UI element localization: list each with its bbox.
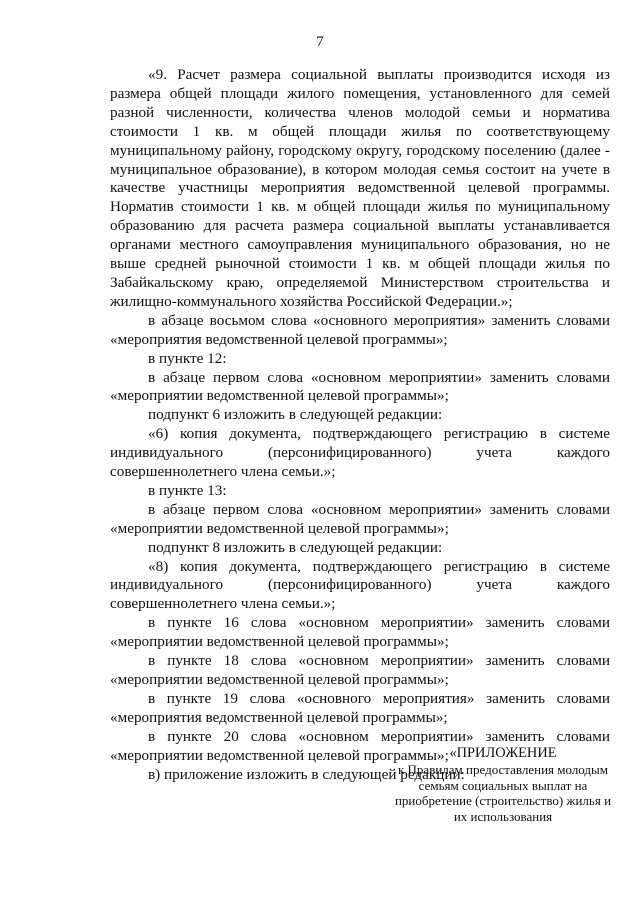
- appendix-line: к Правилам предоставления молодым: [397, 762, 609, 777]
- page-number: 7: [316, 34, 324, 50]
- paragraph-amend-20: в пункте 20 слова «основном мероприятии» заменить словами «мероприятии ведомственной целевой программы»;: [110, 727, 610, 764]
- paragraph-amend-13-abzac-1: в абзаце первом слова «основном мероприятии» заменить словами «мероприятии ведомственной целевой программы»;: [110, 500, 610, 537]
- appendix-heading: [380, 745, 626, 824]
- appendix-line: семьям социальных выплат на: [418, 777, 588, 793]
- appendix-line: приобретение (строительство) жилья и: [394, 793, 612, 809]
- appendix-title: «ПРИЛОЖЕНИЕ: [449, 745, 557, 761]
- paragraph-amend-abzac-8: в абзаце восьмом слова «основного мероприятия» заменить словами «мероприятия ведомственной целевой программы»;: [110, 311, 610, 348]
- paragraph-amend-12-abzac-1: в абзаце первом слова «основном мероприятии» заменить словами «мероприятии ведомственной целевой программы»;: [110, 368, 610, 405]
- paragraph-subpunkt-8-text: «8) копия документа, подтверждающего регистрацию в системе индивидуального (персонифицированного) учета каждого совершеннолетнего члена семьи.»;: [110, 557, 610, 613]
- document-body: [110, 66, 610, 784]
- paragraph-9: «9. Расчет размера социальной выплаты производится исходя из размера общей площади жилого помещения, установленного для семей разной численности, количества членов молодой семьи и норматива стоимости 1 кв. м общей площади жилья по соответствующему муниципальному району, городскому округу, городскому поселению (далее - муниципальное образование), в котором молодая семья состоит на учете в качестве участницы мероприятия ведомственной целевой программы. Норматив стоимости 1 кв. м общей площади жилья по муниципальному образованию для расчета размера социальной выплаты устанавливается органами местного самоуправления муниципального образования, но не выше средней рыночной стоимости 1 кв. м общей площади жилья по Забайкальскому краю, определяемой Министерством строительства и жилищно-коммунального хозяйства Российской Федерации.»;: [110, 66, 610, 310]
- paragraph-punkt-12: в пункте 12:: [148, 349, 227, 367]
- paragraph-subpunkt-8-intro: подпункт 8 изложить в следующей редакции:: [148, 538, 443, 556]
- paragraph-subpunkt-6-intro: подпункт 6 изложить в следующей редакции:: [148, 406, 443, 424]
- paragraph-subpunkt-6-text: «6) копия документа, подтверждающего регистрацию в системе индивидуального (персонифицированного) учета каждого совершеннолетнего члена семьи.»;: [110, 425, 610, 481]
- paragraph-amend-18: в пункте 18 слова «основном мероприятии» заменить словами «мероприятии ведомственной целевой программы»;: [110, 652, 610, 688]
- paragraph-appendix-intro: в) приложение изложить в следующей редакции:: [148, 765, 465, 783]
- paragraph-punkt-13: в пункте 13:: [148, 481, 227, 499]
- appendix-line: их использования: [453, 808, 553, 824]
- paragraph-amend-16: в пункте 16 слова «основном мероприятии» заменить словами «мероприятии ведомственной целевой программы»;: [110, 614, 610, 651]
- paragraph-amend-19: в пункте 19 слова «основного мероприятия» заменить словами «мероприятия ведомственной целевой программы»;: [110, 689, 610, 726]
